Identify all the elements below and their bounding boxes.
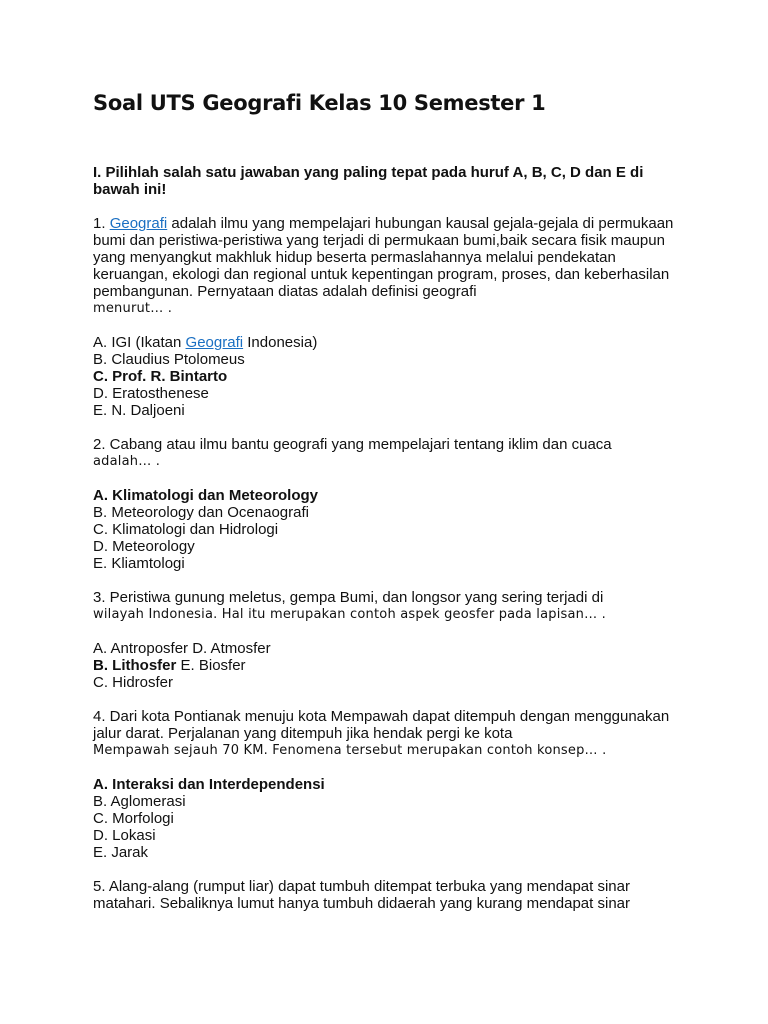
question-1-number: 1. — [93, 215, 110, 232]
option-a-prefix: A. IGI (Ikatan — [93, 334, 186, 351]
question-4-text: 4. Dari kota Pontianak menuju kota Mempawah dapat ditempuh dengan menggunakan jalur darat. Perjalanan yang ditempuh jika hendak pergi ke kota — [93, 708, 670, 742]
option-e: E. Biosfer — [176, 657, 246, 674]
option-a-correct: A. Interaksi dan Interdependensi — [93, 776, 325, 793]
question-1-tail: menurut… . — [93, 301, 173, 316]
question-3-text: 3. Peristiwa gunung meletus, gempa Bumi, dan longsor yang sering terjadi di — [93, 589, 604, 606]
option-e: E. Kliamtologi — [93, 555, 185, 572]
option-c-correct: C. Prof. R. Bintarto — [93, 368, 228, 385]
option-a-suffix: Indonesia) — [243, 334, 318, 351]
question-5-text: 5. Alang-alang (rumput liar) dapat tumbuh ditempat terbuka yang mendapat sinar matahari. Sebaliknya lumut hanya tumbuh didaerah yang kurang mendapat sinar — [93, 878, 630, 912]
question-4-tail: Mempawah sejauh 70 KM. Fenomena tersebut merupakan contoh konsep… . — [93, 743, 607, 758]
question-3 — [93, 589, 693, 691]
instruction: I. Pilihlah salah satu jawaban yang paling tepat pada huruf A, B, C, D dan E di bawah ini! — [93, 164, 644, 198]
option-e: E. N. Daljoeni — [93, 402, 185, 419]
question-4-options — [93, 776, 693, 861]
question-3-tail: wilayah Indonesia. Hal itu merupakan contoh aspek geosfer pada lapisan… . — [93, 607, 606, 622]
question-3-options — [93, 640, 693, 691]
option-e: E. Jarak — [93, 844, 149, 861]
question-1 — [93, 215, 693, 419]
option-c: C. Klimatologi dan Hidrologi — [93, 521, 279, 538]
question-5 — [93, 878, 693, 912]
option-d: D. Lokasi — [93, 827, 156, 844]
geografi-link[interactable]: Geografi — [109, 215, 168, 232]
option-b: B. Aglomerasi — [93, 793, 186, 810]
option-b-correct: B. Lithosfer — [93, 657, 177, 674]
option-a — [93, 334, 693, 351]
option-c: C. Morfologi — [93, 810, 174, 827]
document-page — [93, 88, 693, 912]
geografi-link-option[interactable]: Geografi — [185, 334, 244, 351]
option-b-e — [93, 657, 693, 674]
option-b: B. Meteorology dan Ocenaografi — [93, 504, 309, 521]
question-4 — [93, 708, 693, 861]
option-a-correct: A. Klimatologi dan Meteorology — [93, 487, 319, 504]
page-title: Soal UTS Geografi Kelas 10 Semester 1 — [93, 91, 546, 115]
question-2-tail: adalah… . — [93, 454, 161, 469]
option-c: C. Hidrosfer — [93, 674, 174, 691]
question-1-body: adalah ilmu yang mempelajari hubungan kausal gejala-gejala di permukaan bumi dan peristiwa-peristiwa yang terjadi di permukaan bumi,baik secara fisik maupun yang menyangkut makhluk hidup beserta permaslahannya melalui pendekatan keruangan, ekologi dan regional untuk kepentingan program, proses, dan keberhasilan pembangunan. Pernyataan diatas adalah definisi geografi — [93, 215, 674, 300]
question-1-text — [93, 215, 693, 300]
option-b: B. Claudius Ptolomeus — [93, 351, 245, 368]
question-2-options — [93, 487, 693, 572]
option-d: D. Meteorology — [93, 538, 195, 555]
option-d: D. Eratosthenese — [93, 385, 209, 402]
option-a-d: A. Antroposfer D. Atmosfer — [93, 640, 271, 657]
question-2 — [93, 436, 693, 572]
question-2-text: 2. Cabang atau ilmu bantu geografi yang mempelajari tentang iklim dan cuaca — [93, 436, 612, 453]
question-1-options — [93, 334, 693, 419]
